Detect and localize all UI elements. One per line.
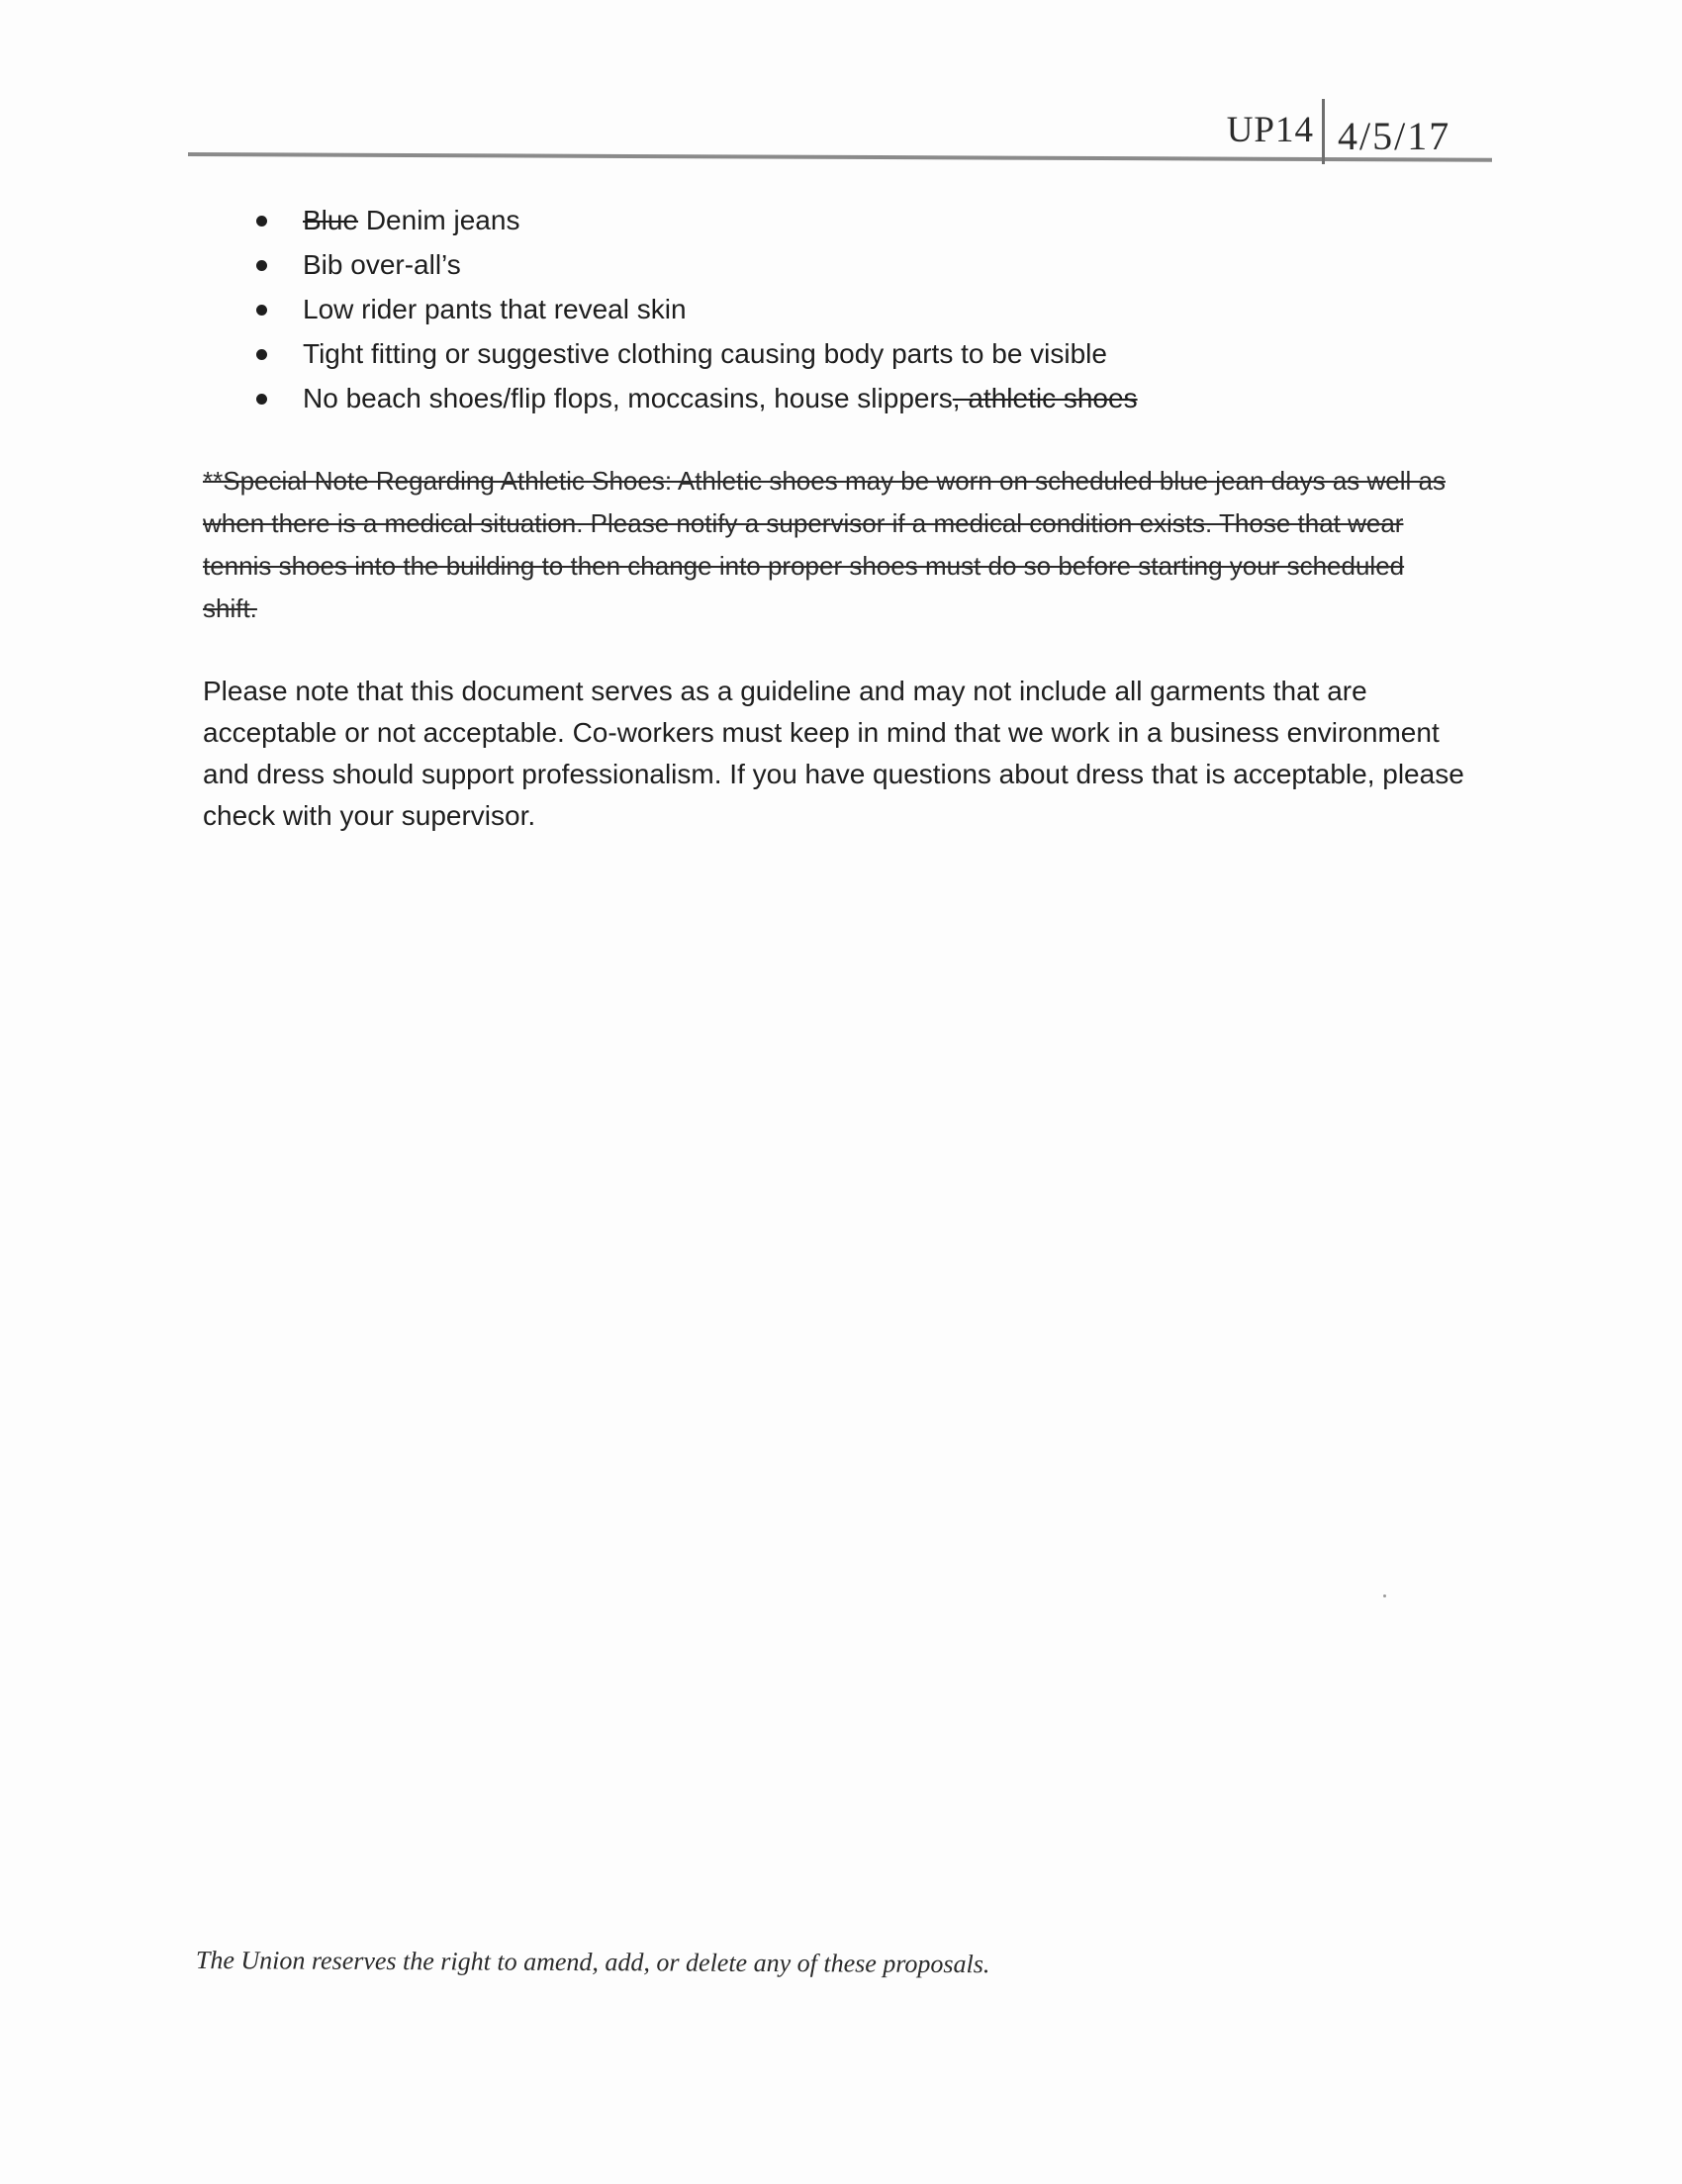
list-item	[252, 331, 1440, 376]
page-header	[188, 95, 1492, 166]
list-item-label: Tight fitting or suggestive clothing causing body parts to be visible	[303, 338, 1107, 369]
list-item	[252, 376, 1440, 420]
dress-code-list	[252, 198, 1440, 420]
bullet-icon	[256, 349, 267, 360]
list-item-text	[303, 376, 1138, 420]
list-item-text	[303, 198, 519, 242]
bullet-icon	[256, 394, 267, 405]
header-rule	[188, 152, 1492, 162]
bullet-icon	[256, 260, 267, 271]
struck-text: Blue	[303, 205, 359, 235]
footer-disclaimer: The Union reserves the right to amend, add, or delete any of these proposals.	[195, 1946, 990, 1979]
list-item	[252, 287, 1440, 331]
list-item-label: No beach shoes/flip flops, moccasins, house slippers	[303, 383, 953, 413]
list-item-label: Low rider pants that reveal skin	[303, 294, 687, 324]
special-note-struck: **Special Note Regarding Athletic Shoes: Athletic shoes may be worn on scheduled blue jean days as well as when there is a medical situation. Please notify a supervisor if a medical condition exists. Those that wear tennis shoes into the building to then change into proper shoes must do so before starting your scheduled shift.	[203, 466, 1446, 623]
document-code: UP14	[1226, 110, 1314, 150]
list-item	[252, 242, 1440, 287]
list-item-label: Denim jeans	[358, 205, 520, 235]
scan-speck	[1383, 1594, 1386, 1597]
guideline-paragraph: Please note that this document serves as a guideline and may not include all garments that are acceptable or not acceptable. Co-workers must keep in mind that we work in a business environment and dress should support professionalism. If you have questions about dress that is acceptable, please check with your supervisor.	[203, 676, 1464, 831]
struck-text: , athletic shoes	[952, 383, 1138, 413]
list-item	[252, 198, 1440, 242]
list-item-label: Bib over-all’s	[303, 249, 461, 280]
document-date: 4/5/17	[1338, 114, 1451, 158]
bullet-icon	[256, 216, 267, 227]
header-divider	[1322, 99, 1325, 164]
bullet-icon	[256, 305, 267, 316]
